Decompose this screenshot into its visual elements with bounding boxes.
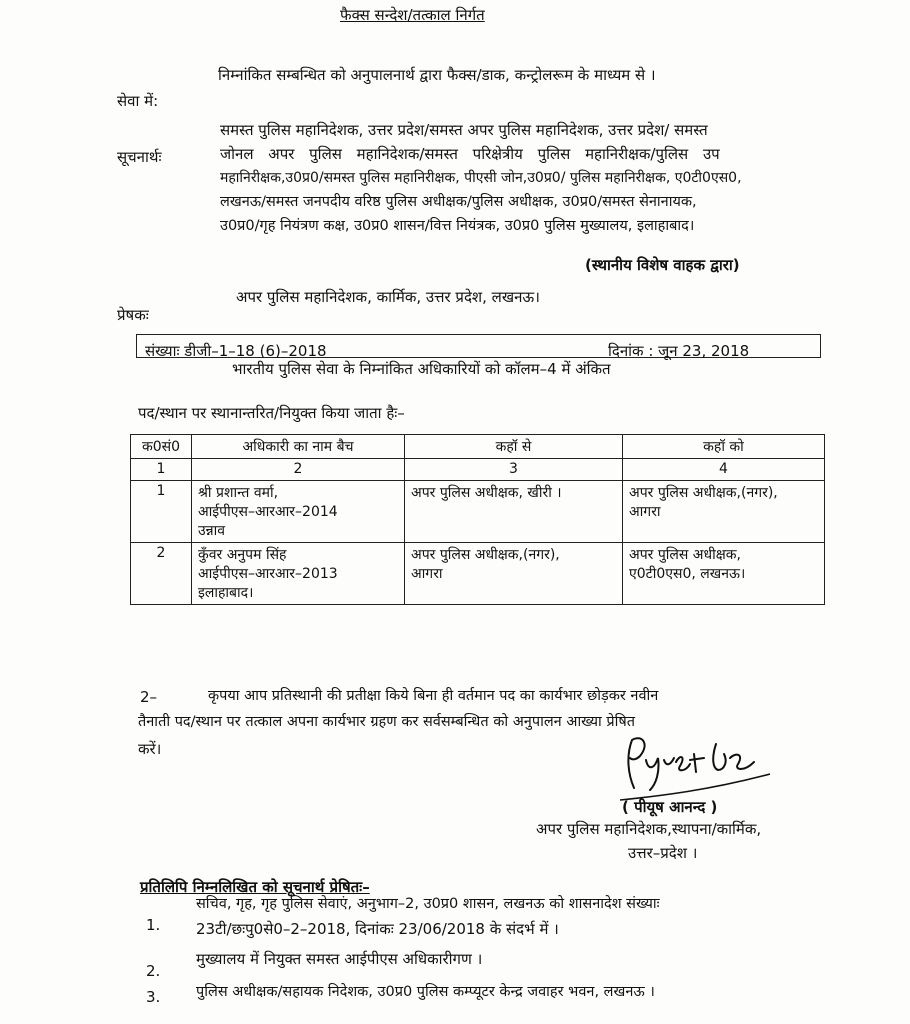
row-to	[623, 480, 825, 542]
row-from	[405, 480, 623, 542]
info-line: उ0प्र0/गृह नियंत्रण कक्ष, उ0प्र0 शासन/वित्त नियंत्रक, उ0प्र0 पुलिस मुख्यालय, इलाहाबाद।	[220, 218, 695, 234]
col-number: 3	[405, 459, 623, 481]
col-header-name: अधिकारी का नाम बैच	[192, 435, 405, 459]
copy-item-number: 2.	[146, 962, 161, 980]
row-sno: 2	[131, 542, 192, 604]
para2-number: 2–	[140, 688, 158, 706]
col-header-sno: क0सं0	[131, 435, 192, 459]
info-block	[220, 118, 820, 238]
to-line: आगरा	[629, 503, 661, 520]
reference-number: संख्याः डीजी–1–18 (6)–2018	[145, 342, 327, 360]
from-line: अपर पुलिस अधीक्षक,(नगर),	[411, 546, 560, 563]
copy-item-1-line-1: सचिव, गृह, गृह पुलिस सेवाएं, अनुभाग–2, उ0प्र0 शासन, लखनऊ को शासनादेश संख्याः	[196, 896, 660, 912]
reference-date: दिनांक : जून 23, 2018	[608, 342, 750, 360]
signatory-designation: अपर पुलिस महानिदेशक,स्थापना/कार्मिक,	[536, 820, 762, 838]
to-label: सेवा में:	[117, 92, 159, 110]
copy-item-number: 1.	[146, 916, 161, 934]
col-header-to: कहॉ को	[623, 435, 825, 459]
officers-table	[130, 434, 825, 605]
sender-label: प्रेषकः	[117, 306, 149, 324]
to-line: अपर पुलिस अधीक्षक,	[629, 546, 741, 563]
para2-line-2: तैनाती पद/स्थान पर तत्काल अपना कार्यभार ग्रहण कर सर्वसम्बन्धित को अनुपालन आख्या प्रेषित	[138, 714, 636, 730]
row-name	[192, 542, 405, 604]
to-text: निम्नांकित सम्बन्धित को अनुपालनार्थ द्वारा फैक्स/डाक, कन्ट्रोलरूम के माध्यम से ।	[218, 66, 656, 84]
to-line: ए0टी0एस0, लखनऊ।	[629, 565, 746, 582]
intro-line-1: भारतीय पुलिस सेवा के निम्नांकित अधिकारियों को कॉलम–4 में अंकित	[232, 360, 611, 378]
row-sno: 1	[131, 480, 192, 542]
info-line: लखनऊ/समस्त जनपदीय वरिष्ठ पुलिस अधीक्षक/पुलिस अधीक्षक, उ0प्र0/समस्त सेनानायक,	[220, 194, 697, 210]
col-number: 4	[623, 459, 825, 481]
signature-scribble	[620, 726, 770, 806]
signatory-name: ( पीयूष आनन्द )	[622, 798, 718, 816]
col-number: 1	[131, 459, 192, 481]
copy-item-1-line-2: 23टी/छःपु0से0–2–2018, दिनांकः 23/06/2018 के संदर्भ में ।	[196, 920, 559, 938]
copy-item-number: 3.	[146, 988, 161, 1006]
table-header-row	[131, 435, 825, 459]
column-number-row	[131, 459, 825, 481]
name-line: उन्नाव	[198, 522, 226, 539]
delivery-note: (स्थानीय विशेष वाहक द्वारा)	[585, 256, 740, 274]
to-line: अपर पुलिस अधीक्षक,(नगर),	[629, 484, 778, 501]
copy-heading: प्रतिलिपि निम्नलिखित को सूचनार्थ प्रेषितः–	[140, 878, 370, 896]
from-line: अपर पुलिस अधीक्षक, खीरी ।	[411, 484, 562, 501]
row-from	[405, 542, 623, 604]
table-row	[131, 542, 825, 604]
copy-item-3: पुलिस अधीक्षक/सहायक निदेशक, उ0प्र0 पुलिस कम्प्यूटर केन्द्र जवाहर भवन, लखनऊ ।	[196, 984, 655, 1000]
name-line: आईपीएस–आरआर–2014	[198, 503, 338, 520]
page-title: फैक्स सन्देश/तत्काल निर्गत	[340, 6, 485, 24]
name-line: इलाहाबाद।	[198, 584, 254, 601]
info-line: जोनल अपर पुलिस महानिदेशक/समस्त परिक्षेत्रीय पुलिस महानिरीक्षक/पुलिस उप	[220, 145, 720, 163]
sender-text: अपर पुलिस महानिदेशक, कार्मिक, उत्तर प्रदेश, लखनऊ।	[236, 288, 540, 306]
para2-line-1: कृपया आप प्रतिस्थानी की प्रतीक्षा किये बिना ही वर्तमान पद का कार्यभार छोड़कर नवीन	[208, 688, 659, 704]
from-line: आगरा	[411, 565, 443, 582]
name-line: श्री प्रशान्त वर्मा,	[198, 484, 279, 501]
copy-item-2: मुख्यालय में नियुक्त समस्त आईपीएस अधिकारीगण ।	[196, 950, 483, 968]
info-line: महानिरीक्षक,उ0प्र0/समस्त पुलिस महानिरीक्षक, पीएसी जोन,उ0प्र0/ पुलिस महानिरीक्षक, ए0टी0एस0,	[220, 170, 742, 186]
row-name	[192, 480, 405, 542]
col-header-from: कहॉ से	[405, 435, 623, 459]
name-line: कुँवर अनुपम सिंह	[198, 546, 287, 563]
col-number: 2	[192, 459, 405, 481]
info-label: सूचनार्थः	[117, 148, 162, 166]
signatory-state: उत्तर–प्रदेश ।	[628, 844, 698, 862]
table-row	[131, 480, 825, 542]
para2-line-3: करें।	[138, 740, 162, 758]
info-line: समस्त पुलिस महानिदेशक, उत्तर प्रदेश/समस्त अपर पुलिस महानिदेशक, उत्तर प्रदेश/ समस्त	[220, 121, 708, 139]
intro-line-2: पद/स्थान पर स्थानान्तरित/नियुक्त किया जाता हैः–	[138, 404, 405, 422]
name-line: आईपीएस–आरआर–2013	[198, 565, 338, 582]
row-to	[623, 542, 825, 604]
